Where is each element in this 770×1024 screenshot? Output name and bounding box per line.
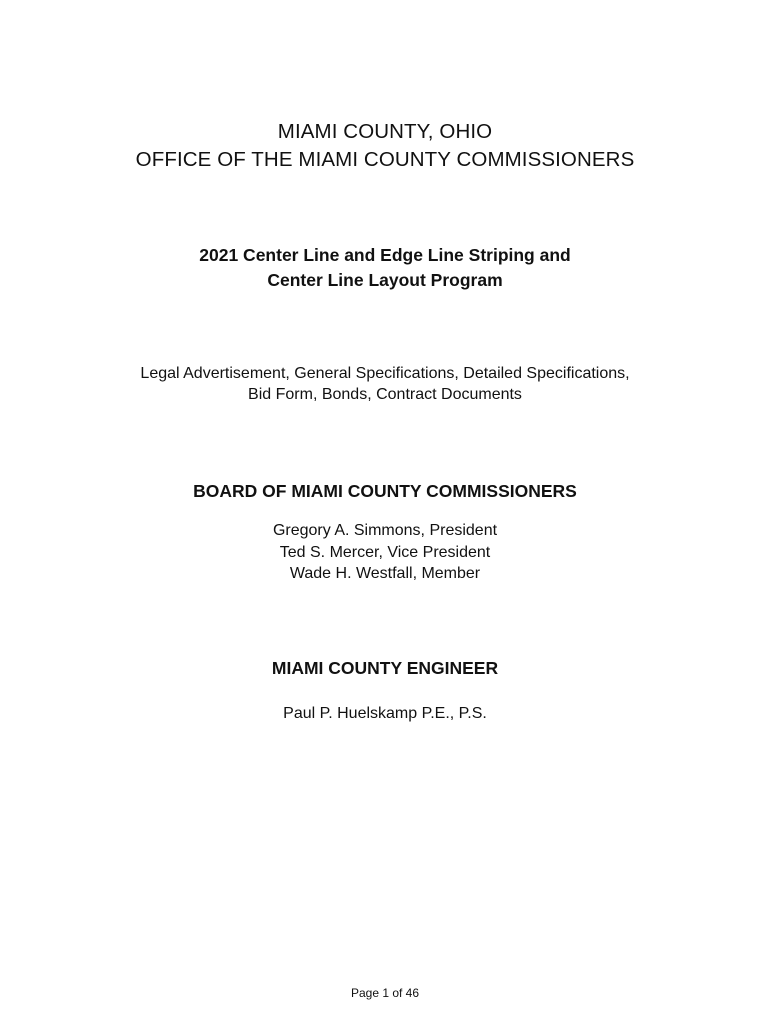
board-member: Wade H. Westfall, Member — [289, 565, 481, 582]
engineer-heading: MIAMI COUNTY ENGINEER — [271, 658, 499, 678]
page-number: Page 1 of 46 — [350, 986, 420, 1000]
contents-line-1: Legal Advertisement, General Specifications, Detailed Specifications, — [140, 365, 630, 382]
board-member: Gregory A. Simmons, President — [272, 522, 498, 539]
board-members — [0, 520, 770, 585]
board-heading: BOARD OF MIAMI COUNTY COMMISSIONERS — [193, 481, 577, 501]
contents-list — [0, 363, 770, 405]
county-header — [0, 118, 770, 174]
contents-line-2: Bid Form, Bonds, Contract Documents — [248, 386, 522, 403]
board-member: Ted S. Mercer, Vice President — [279, 543, 491, 561]
program-title — [0, 243, 770, 293]
program-title-line-2: Center Line Layout Program — [267, 270, 503, 290]
program-title-line-1: 2021 Center Line and Edge Line Striping and — [199, 245, 571, 265]
engineer-name: Paul P. Huelskamp P.E., P.S. — [283, 705, 487, 722]
office-name: OFFICE OF THE MIAMI COUNTY COMMISSIONERS — [135, 148, 635, 171]
county-name: MIAMI COUNTY, OHIO — [277, 120, 493, 143]
